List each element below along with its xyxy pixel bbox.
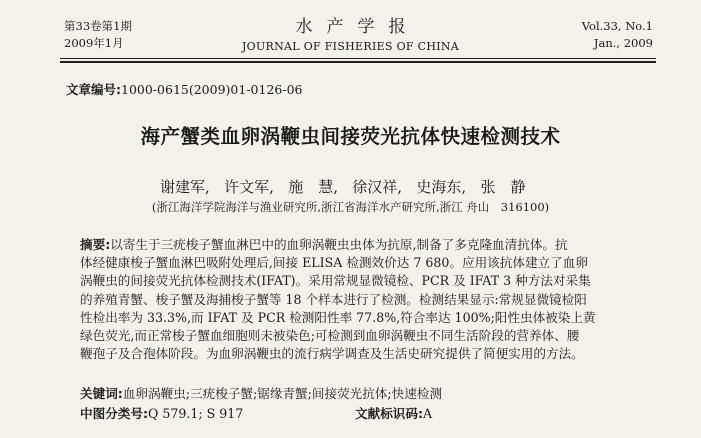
keywords-value: 血卵涡鞭虫;三疣梭子蟹;锯缘青蟹;间接荧光抗体;快速检测 — [122, 386, 443, 401]
author: 施 慧, — [288, 178, 338, 196]
abstract-line: 摘要:以寄生于三疣梭子蟹血淋巴中的血卵涡鞭虫虫体为抗原,制备了多克隆血清抗体。抗 — [80, 237, 568, 252]
article-number-value: 1000-0615(2009)01-0126-06 — [121, 82, 303, 97]
author: 徐汉祥, — [352, 178, 403, 196]
keywords-label: 关键词: — [80, 386, 123, 401]
abstract — [80, 236, 650, 363]
header-rule-thin — [60, 58, 656, 59]
volume-cn: 第33卷第1期 — [64, 19, 132, 33]
article-number-label: 文章编号: — [66, 82, 121, 97]
abstract-line: 的养殖青蟹、梭子蟹及海捕梭子蟹等 18 个样本进行了检测。检测结果显示:常规显微镜检阳 — [80, 291, 587, 307]
journal-name-en: JOURNAL OF FISHERIES OF CHINA — [241, 40, 460, 53]
volume-en: Vol.33, No.1 — [581, 19, 653, 33]
abstract-line: 涡鞭虫的间接荧光抗体检测技术(IFAT)。采用常规显微镜检、PCR 及 IFAT 3 种方法对采集 — [80, 273, 591, 289]
paper-title: 海产蟹类血卵涡鞭虫间接荧光抗体快速检测技术 — [140, 125, 561, 148]
abstract-label: 摘要: — [80, 237, 111, 252]
classification-label: 中图分类号: — [80, 406, 149, 421]
document-code — [355, 403, 432, 422]
abstract-line: 绿色荧光,而正常梭子蟹血细胞则未被染色;可检测到血卵涡鞭虫不同生活阶段的营养体、腰 — [80, 328, 580, 344]
author-list — [160, 176, 525, 197]
date-cn: 2009年1月 — [64, 36, 124, 50]
journal-name-cn: 水产学报 — [295, 17, 420, 37]
author: 张 静 — [480, 178, 526, 196]
author: 史海东, — [416, 178, 467, 196]
document-code-label: 文献标识码: — [355, 406, 424, 421]
header-rule-thick — [60, 61, 656, 63]
classification-number — [80, 403, 243, 422]
author-affiliation: (浙江海洋学院海洋与渔业研究所,浙江省海洋水产研究所,浙江 舟山 316100) — [151, 200, 550, 214]
abstract-line: 鞭孢子及合孢体阶段。为血卵涡鞭虫的流行病学调查及生活史研究提供了简便实用的方法。 — [80, 346, 584, 362]
header-volume-en — [582, 18, 653, 52]
document-code-value: A — [423, 406, 433, 421]
date-en: Jan., 2009 — [593, 36, 653, 50]
classification-value: Q 579.1; S 917 — [148, 406, 244, 421]
keywords — [80, 383, 442, 402]
author: 谢建军, — [160, 178, 210, 196]
author: 许文军, — [224, 178, 274, 196]
article-number — [66, 80, 302, 98]
abstract-line: 体经健康梭子蟹血淋巴吸附处理后,间接 ELISA 检测效价达 7 680。应用该抗体建立了血卵 — [80, 255, 588, 271]
abstract-line: 性检出率为 33.3%,而 IFAT 及 PCR 检测阳性率 77.8%,符合率达 100%;阳性虫体被染上黄 — [80, 309, 596, 325]
